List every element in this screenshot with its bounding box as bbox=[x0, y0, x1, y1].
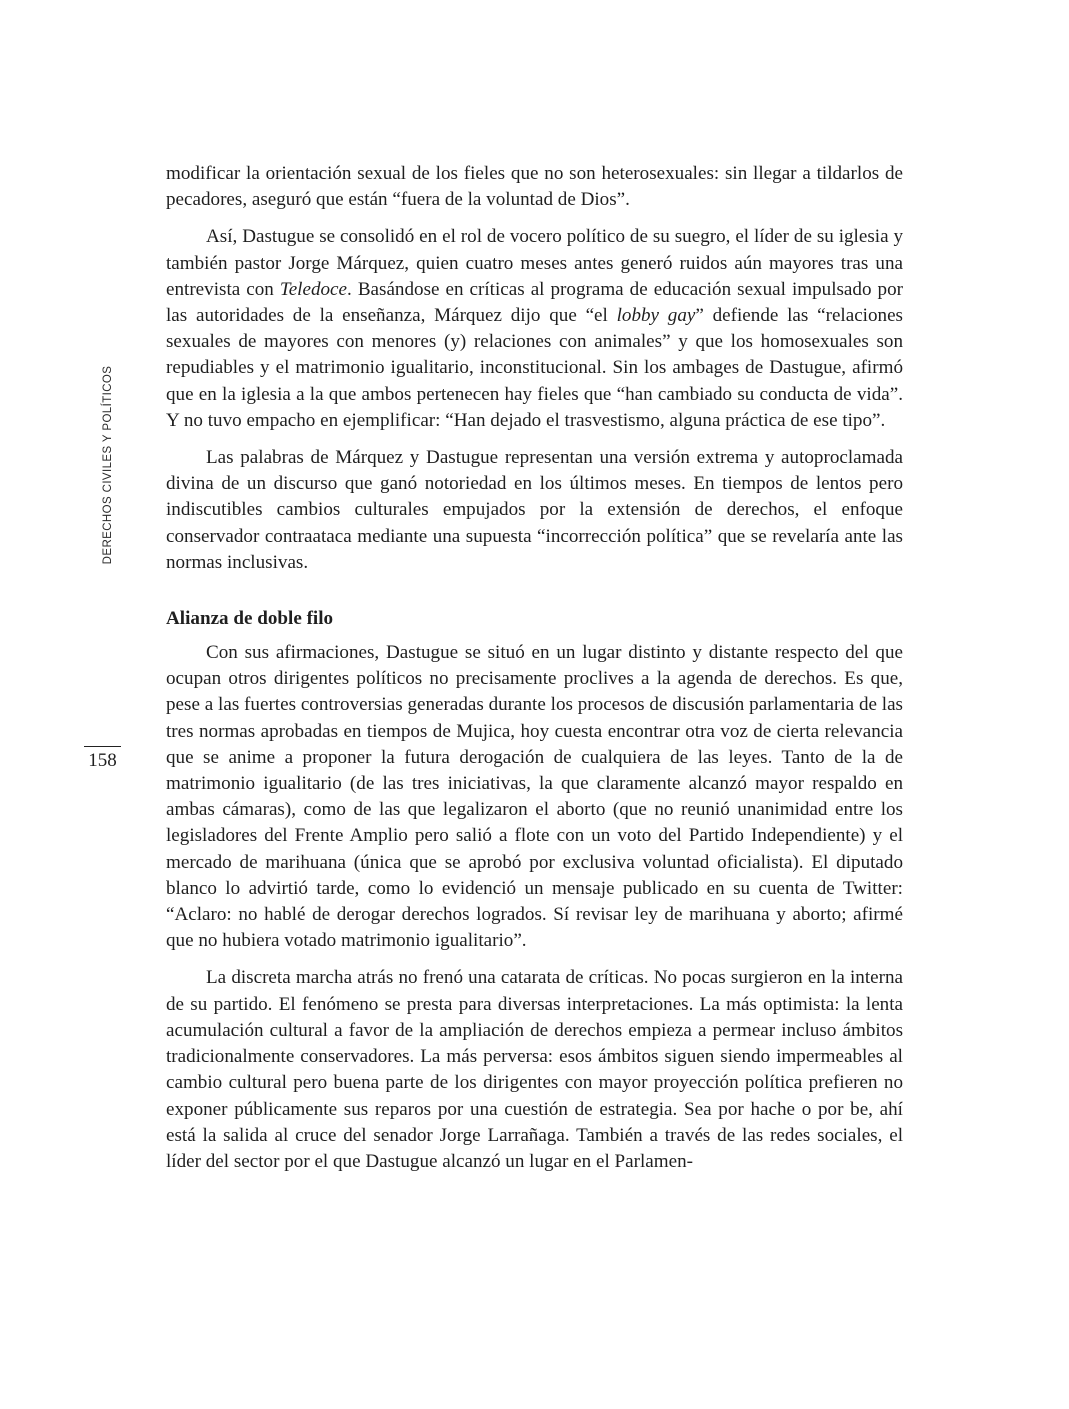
italic-teledoce: Teledoce bbox=[279, 278, 348, 300]
paragraph-2 bbox=[166, 224, 903, 434]
running-head: DERECHOS CIVILES Y POLÍTICOS bbox=[102, 365, 114, 565]
page-number: 158 bbox=[88, 750, 117, 771]
paragraph-1: modificar la orientación sexual de los fieles que no son heterosexuales: sin llegar a tildarlos de pecadores, aseguró que están “fuera de la voluntad de Dios”. bbox=[166, 163, 903, 211]
paragraph-2-part-c: ” defiende las “relaciones sexuales de mayores con menores (y) relaciones con animales” y que los homosexuales son repudiables y el matrimonio igualitario, inconstitucional. Sin los ambages de Dastugue, afirmó que en la iglesia a la que ambos pertenecen hay fieles que “han cambiado su conducta de vida”. Y no tuvo empacho en ejemplificar: “Han dejado el trasvestismo, alguna práctica de ese tipo”. bbox=[166, 305, 903, 431]
paragraph-3: Las palabras de Márquez y Dastugue representan una versión extrema y autoproclamada divina de un discurso que ganó notoriedad en los últimos meses. En tiempos de lentos pero indiscutibles cambios culturales empujados por la extensión de derechos, el enfoque conservador contraataca mediante una supuesta “incorrección política” que se revelaría ante las normas inclusivas. bbox=[166, 447, 903, 573]
body-text bbox=[166, 161, 903, 1186]
paragraph-2-part-a: Así, Dastugue se consolidó en el rol de vocero político de su suegro, el líder de su iglesia y también pastor Jorge Márquez, quien cuatro meses antes generó ruidos aún mayores tras una entrevista con bbox=[166, 226, 903, 300]
paragraph-2-part-b: . Basándose en críticas al programa de educación sexual impulsado por las autoridades de la enseñanza, Márquez dijo que “el bbox=[166, 278, 903, 327]
paragraph-5: La discreta marcha atrás no frenó una catarata de críticas. No pocas surgieron en la interna de su partido. El fenómeno se presta para diversas interpretaciones. La más optimista: la lenta acumulación cultural a favor de la ampliación de derechos empieza a permear incluso ámbitos tradicionalmente conservadores. La más perversa: esos ámbitos siguen siendo impermeables al cambio cultural pero buena parte de los dirigentes con mayor proyección política prefieren no exponer públicamente sus reparos por una cuestión de estrategia. Sea por hache o por be, ahí está la salida al cruce del senador Jorge Larrañaga. También a través de las redes sociales, el líder del sector por el que Dastugue alcanzó un lugar en el Parlamen- bbox=[166, 967, 903, 1172]
paragraph-4: Con sus afirmaciones, Dastugue se situó en un lugar distinto y distante respecto del que ocupan otros dirigentes políticos no precisamente proclives a la agenda de derechos. Es que, pese a las fuertes controversias generadas durante los procesos de discusión parlamentaria de las tres normas aprobadas en tiempos de Mujica, hoy cuesta encontrar otra voz de cierta relevancia que se anime a proponer la futura derogación de cualquiera de las leyes. Tanto de la de matrimonio igualitario (de las tres iniciativas, la que claramente alcanzó mayor respaldo en ambas cámaras), como de las que legalizaron el aborto (que no reunió unanimidad entre los legisladores del Frente Amplio pero salió a flote con un voto del Partido Independiente) y el mercado de marihuana (única que se aprobó por exclusiva voluntad oficialista). El diputado blanco lo advirtió tarde, como lo evidenció un mensaje publicado en su cuenta de Twitter: “Aclaro: no hablé de derogar derechos logrados. Sí revisar ley de marihuana y aborto; afirmé que no hubiera votado matrimonio igualitario”. bbox=[166, 642, 903, 952]
page-number-rule bbox=[84, 746, 121, 747]
section-heading: Alianza de doble filo bbox=[166, 608, 334, 630]
italic-lobby-gay: lobby gay bbox=[616, 305, 696, 327]
